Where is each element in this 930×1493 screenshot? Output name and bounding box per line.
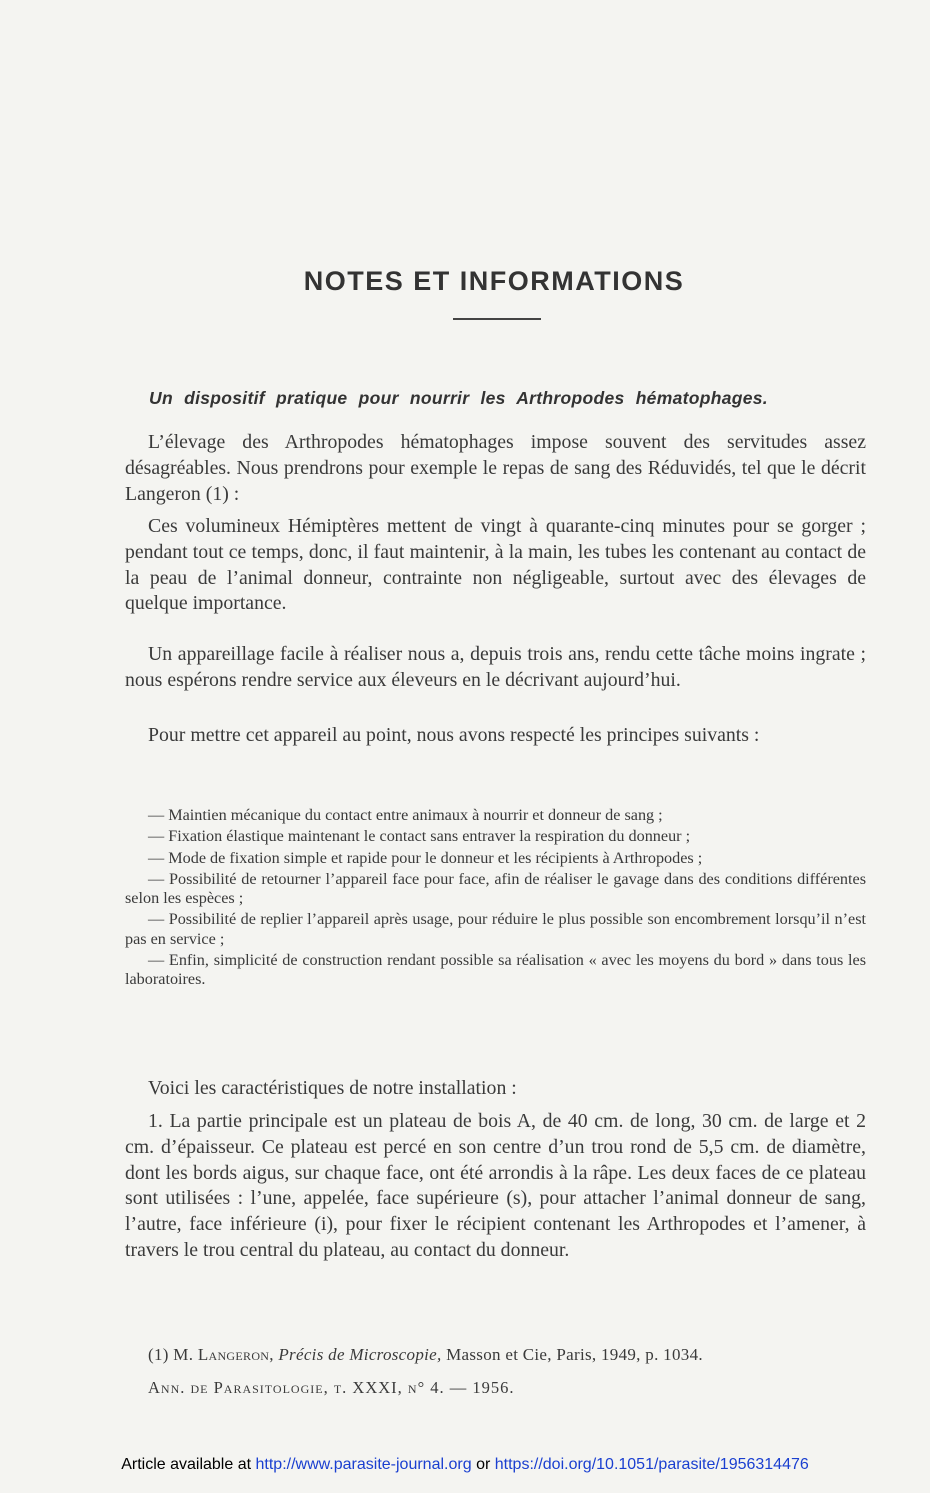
principles-list	[125, 806, 866, 992]
availability-bar	[0, 1456, 930, 1474]
section-heading: NOTES ET INFORMATIONS	[303, 266, 685, 296]
paragraph-text: Ces volumineux Hémiptères mettent de vingt à quarante-cinq minutes pour se gorger ; pendant tout ce temps, donc, il faut maintenir, à la main, les tubes les contenant au contact de la peau de l’animal donneur, contrainte non négligeable, surtout avec des élevages de quelque importance.	[125, 515, 866, 615]
paragraph-characteristics-intro	[125, 1076, 866, 1102]
list-item: — Enfin, simplicité de construction rendant possible sa réalisation « avec les moyens du bord » dans tous les laboratoires.	[125, 951, 866, 989]
list-item: — Mode de fixation simple et rapide pour le donneur et les récipients à Arthropodes ;	[148, 848, 703, 867]
paragraph-characteristic-1	[125, 1109, 866, 1264]
footnote-marker: (1)	[148, 1345, 169, 1364]
availability-prefix: Article available at	[121, 1456, 252, 1473]
journal-link[interactable]: http://www.parasite-journal.org	[255, 1456, 472, 1473]
doi-link[interactable]: https://doi.org/10.1051/parasite/1956314476	[494, 1456, 809, 1473]
footnote-title: Précis de Microscopie,	[278, 1345, 442, 1364]
footnote-publisher: Masson et Cie, Paris, 1949, p. 1034.	[446, 1345, 703, 1364]
list-item: — Fixation élastique maintenant le contact sans entraver la respiration du donneur ;	[148, 827, 691, 846]
footnote	[148, 1345, 868, 1365]
paragraph-text: L’élevage des Arthropodes hématophages impose souvent des servitudes assez désagréables. Nous prendrons pour exemple le repas de sang des Réduvidés, tel que le décrit Langeron (1) :	[125, 431, 866, 505]
paragraph-text: 1. La partie principale est un plateau de bois A, de 40 cm. de long, 30 cm. de large et 2 cm. d’épaisseur. Ce plateau est percé en son centre d’un trou rond de 5,5 cm. de diamètre, dont les bords aigus, sur chaque face, ont été arrondis à la râpe. Les deux faces de ce plateau sont utilisées : l’une, appelée, face supérieure (s), pour attacher l’animal donneur de sang, l’autre, face inférieure (i), pour fixer le récipient contenant les Arthropodes et l’amener, à travers le trou central du plateau, au contact du donneur.	[125, 1110, 866, 1261]
journal-reference	[148, 1378, 868, 1398]
paragraph-text: Voici les caractéristiques de notre installation :	[148, 1077, 517, 1099]
availability-middle: or	[476, 1456, 491, 1473]
list-item: — Possibilité de retourner l’appareil face pour face, afin de réaliser le gavage dans des conditions différentes selon les espèces ;	[125, 869, 866, 908]
paragraph-principles-intro	[125, 723, 866, 749]
list-item: — Maintien mécanique du contact entre animaux à nourrir et donneur de sang ;	[148, 806, 663, 824]
journal-volume: t. XXXI, n° 4. — 1956.	[333, 1378, 515, 1397]
paragraph-text: Pour mettre cet appareil au point, nous avons respecté les principes suivants :	[148, 724, 760, 746]
footnote-author: M. Langeron,	[173, 1345, 274, 1364]
journal-name: Ann. de Parasitologie,	[148, 1378, 329, 1397]
paragraph-text: Un appareillage facile à réaliser nous a, depuis trois ans, rendu cette tâche moins ingrate ; nous espérons rendre service aux éleveurs en le décrivant aujourd’hui.	[125, 643, 866, 691]
paragraph-quote	[125, 514, 866, 617]
article-title: Un dispositif pratique pour nourrir les Arthropodes hématophages.	[149, 388, 768, 408]
heading-rule	[453, 318, 541, 320]
paragraph-apparatus	[125, 642, 866, 694]
paragraph-intro	[125, 430, 866, 507]
list-item: — Possibilité de replier l’appareil après usage, pour réduire le plus possible son encombrement lorsqu’il n’est pas en service ;	[125, 910, 866, 948]
